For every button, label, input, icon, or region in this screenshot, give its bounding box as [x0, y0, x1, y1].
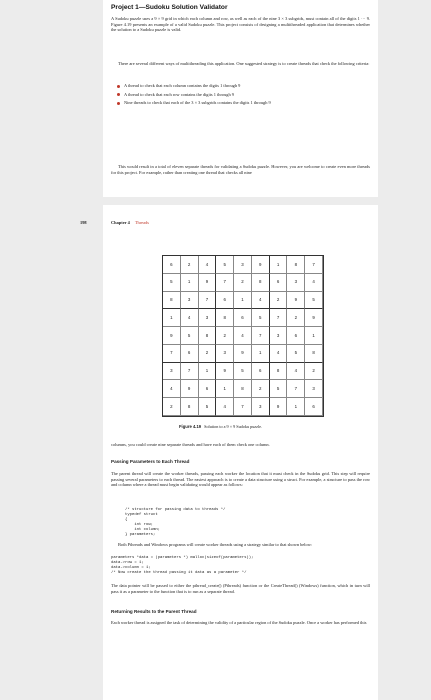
sudoku-cell: 2	[287, 309, 305, 327]
sudoku-grid	[162, 255, 324, 417]
sudoku-cell: 6	[163, 256, 181, 274]
sudoku-cell: 1	[181, 274, 199, 292]
sudoku-cell: 4	[181, 309, 199, 327]
sudoku-cell: 1	[199, 363, 217, 381]
sudoku-cell: 6	[199, 380, 217, 398]
page-separator	[0, 197, 431, 205]
sudoku-cell: 5	[287, 345, 305, 363]
intro-paragraph: A Sudoku puzzle uses a 9 × 9 grid in which each column and row, as well as each of the nine 3 × 3 subgrids, must contain all of the digits 1 ··· 9. Figure 4.19 presents an example of a valid Sudoku puzzle. This project consists of designing a multithreaded application that determines whether the solution to a Sudoku puzzle is valid.	[111, 16, 370, 33]
sudoku-cell: 3	[252, 398, 270, 416]
sudoku-cell: 6	[305, 398, 323, 416]
sudoku-cell: 6	[216, 292, 234, 310]
page-number: 198	[80, 220, 87, 225]
struct-code-block: /* structure for passing data to threads */ typedef struct { int row; int column; } parameters;	[125, 508, 226, 537]
sudoku-cell: 6	[287, 327, 305, 345]
sudoku-cell: 7	[234, 398, 252, 416]
strategy-paragraph: There are several different ways of multithreading this application. One suggested strategy is to create threads that check the following criteria:	[118, 61, 370, 66]
sudoku-cell: 3	[234, 256, 252, 274]
sudoku-cell: 1	[216, 380, 234, 398]
sudoku-cell: 2	[270, 292, 288, 310]
threads-paragraph: This would result in a total of eleven separate threads for validating a Sudoku puzzle. However, you are welcome to create even more threads for this project. For example, rather than creating one thread that checks all nine	[111, 164, 370, 175]
sudoku-cell: 4	[287, 363, 305, 381]
passing-paragraph: The parent thread will create the worker threads, passing each worker the location that it must check in the Sudoku grid. This step will require passing several parameters to each thread. The easiest approach is to create a data structure using a struct. For example, a structure to pass the row and column where a thread must begin validating would appear as follows:	[111, 471, 370, 488]
criteria-item: A thread to check that each row contains the digits 1 through 9	[117, 92, 370, 98]
sudoku-cell: 7	[181, 363, 199, 381]
chapter-title: Threads	[134, 220, 149, 225]
sudoku-cell: 5	[181, 327, 199, 345]
project-title: Project 1—Sudoku Solution Validator	[111, 4, 228, 11]
sudoku-cell: 9	[234, 345, 252, 363]
chapter-header	[111, 220, 149, 226]
sudoku-cell: 2	[199, 345, 217, 363]
sudoku-cell: 4	[305, 274, 323, 292]
sudoku-cell: 9	[216, 363, 234, 381]
sudoku-cell: 6	[234, 309, 252, 327]
sudoku-cell: 3	[181, 292, 199, 310]
section-heading-passing: Passing Parameters to Each Thread	[111, 459, 190, 464]
data-pointer-paragraph: The data pointer will be passed to either the pthread_create() (Pthreads) function or the CreateThread() (Windows) function, which in turn will pass it as a parameter to the function that is to run as a separate thread.	[111, 583, 370, 594]
sudoku-cell: 8	[181, 398, 199, 416]
sudoku-cell: 4	[216, 398, 234, 416]
sudoku-cell: 1	[234, 292, 252, 310]
sudoku-cell: 2	[163, 398, 181, 416]
sudoku-cell: 3	[287, 274, 305, 292]
figure-caption: Figure 4.19 Solution to a 9 × 9 Sudoku puzzle.	[179, 424, 263, 429]
sudoku-cell: 5	[270, 380, 288, 398]
sudoku-cell: 9	[270, 398, 288, 416]
sudoku-cell: 5	[199, 398, 217, 416]
sudoku-cell: 2	[181, 256, 199, 274]
sudoku-cell: 3	[270, 327, 288, 345]
sudoku-cell: 4	[270, 345, 288, 363]
criteria-list	[117, 83, 370, 109]
sudoku-cell: 2	[305, 363, 323, 381]
sudoku-cell: 8	[252, 274, 270, 292]
sudoku-cell: 5	[305, 292, 323, 310]
strategy-code-intro: Both Pthreads and Windows programs will create worker threads using a strategy similar to that shown below:	[118, 542, 313, 547]
returning-paragraph: Each worker thread is assigned the task of determining the validity of a particular region of the Sudoku puzzle. Once a worker has performed this	[111, 620, 367, 625]
sudoku-cell: 8	[163, 292, 181, 310]
bullet-icon	[117, 85, 120, 88]
sudoku-cell: 6	[252, 363, 270, 381]
sudoku-cell: 7	[216, 274, 234, 292]
sudoku-cell: 9	[287, 292, 305, 310]
sudoku-cell: 8	[287, 256, 305, 274]
sudoku-cell: 9	[181, 380, 199, 398]
sudoku-cell: 9	[163, 327, 181, 345]
sudoku-cell: 1	[270, 256, 288, 274]
sudoku-cell: 7	[163, 345, 181, 363]
sudoku-cell: 5	[252, 309, 270, 327]
sudoku-cell: 1	[287, 398, 305, 416]
sudoku-cell: 7	[270, 309, 288, 327]
sudoku-cell: 7	[287, 380, 305, 398]
criteria-item: Nine threads to check that each of the 3 × 3 subgrids contains the digits 1 through 9	[117, 100, 370, 106]
chapter-label: Chapter 4	[111, 220, 130, 225]
page-top	[103, 0, 378, 197]
sudoku-cell: 5	[163, 274, 181, 292]
sudoku-cell: 4	[234, 327, 252, 345]
sudoku-cell: 6	[270, 274, 288, 292]
sudoku-cell: 1	[163, 309, 181, 327]
sudoku-cell: 8	[305, 345, 323, 363]
sudoku-cell: 9	[199, 274, 217, 292]
sudoku-cell: 3	[305, 380, 323, 398]
sudoku-cell: 4	[199, 256, 217, 274]
sudoku-cell: 5	[234, 363, 252, 381]
sudoku-cell: 8	[199, 327, 217, 345]
section-heading-returning: Returning Results to the Parent Thread	[111, 609, 197, 614]
sudoku-cell: 7	[199, 292, 217, 310]
sudoku-cell: 8	[234, 380, 252, 398]
sudoku-cell: 6	[181, 345, 199, 363]
sudoku-cell: 2	[234, 274, 252, 292]
figure-label: Figure 4.19	[179, 424, 202, 429]
sudoku-cell: 9	[305, 309, 323, 327]
bullet-icon	[117, 93, 120, 96]
page-bottom	[80, 205, 378, 700]
sudoku-cell: 3	[163, 363, 181, 381]
sudoku-cell: 3	[199, 309, 217, 327]
sudoku-cell: 3	[216, 345, 234, 363]
sudoku-cell: 2	[252, 380, 270, 398]
criteria-item: A thread to check that each column contains the digits 1 through 9	[117, 83, 370, 89]
bullet-icon	[117, 102, 120, 105]
sudoku-cell: 1	[252, 345, 270, 363]
sudoku-cell: 9	[252, 256, 270, 274]
sudoku-cell: 5	[216, 256, 234, 274]
sudoku-cell: 8	[270, 363, 288, 381]
malloc-code-block: parameters *data = (parameters *) malloc(sizeof(parameters)); data->row = 1; data->column = 1; /* Now create the thread passing it data as a parameter */	[111, 556, 254, 575]
sudoku-cell: 2	[216, 327, 234, 345]
sudoku-cell: 1	[305, 327, 323, 345]
sudoku-cell: 4	[252, 292, 270, 310]
continuation-paragraph: columns, you could create nine separate threads and have each of them check one column.	[111, 442, 270, 447]
sudoku-cell: 8	[216, 309, 234, 327]
sudoku-cell: 7	[252, 327, 270, 345]
sudoku-cell: 4	[163, 380, 181, 398]
sudoku-cell: 7	[305, 256, 323, 274]
